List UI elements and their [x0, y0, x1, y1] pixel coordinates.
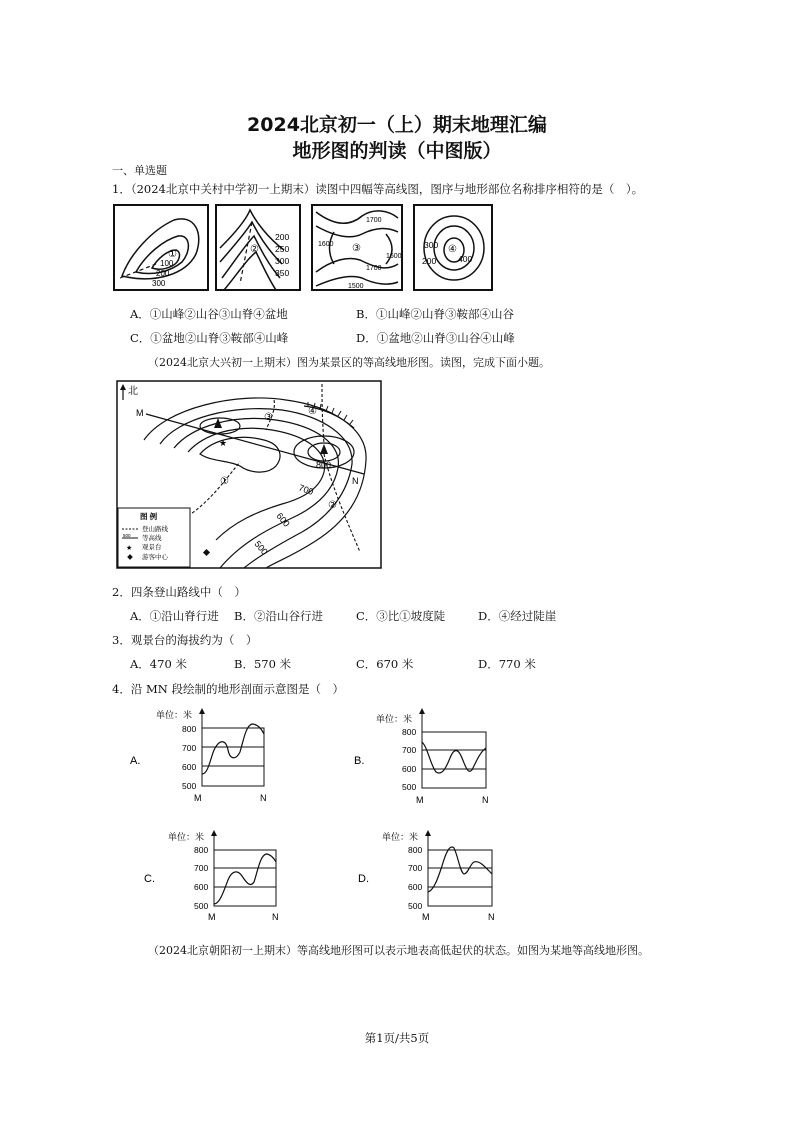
chart-d-unit: 单位：米	[382, 832, 419, 842]
q2-option-d[interactable]: D．④经过陡崖	[478, 609, 557, 623]
scenic-area-contour-map	[116, 380, 382, 570]
contour-map-4	[414, 205, 492, 290]
section-heading: 一、单选题	[112, 164, 167, 177]
q3-option-a[interactable]: A．470 米	[130, 657, 187, 671]
map-4-label-1: 300	[424, 240, 439, 250]
route-marker-3: ③	[264, 412, 273, 423]
chart-d-tick-700: 700	[408, 863, 423, 873]
contour-label-600: 600	[274, 510, 292, 529]
group-2-intro: （2024北京朝阳初一上期末）等高线地形图可以表示地表高低起伏的状态。如图为某地等高线地形图。	[148, 944, 649, 957]
group-1-intro: （2024北京大兴初一上期末）图为某景区的等高线地形图。读图，完成下面小题。	[148, 356, 550, 369]
chart-d-tick-500: 500	[408, 901, 423, 911]
chart-c-tick-500: 500	[194, 901, 209, 911]
legend-contour: 等高线	[142, 535, 162, 542]
question-1-text: 1．（2024北京中关村中学初一上期末）读图中四幅等高线图，图序与地形部位名称排序相符的是（ ）。	[112, 182, 644, 196]
legend-contour-sample: 500	[123, 533, 131, 538]
chart-b-tick-500: 500	[402, 782, 417, 792]
map-3-label-2: 1600	[318, 241, 334, 248]
chart-a-x-m: M	[194, 793, 202, 803]
chart-a-unit: 单位：米	[156, 710, 193, 720]
chart-c-tick-700: 700	[194, 863, 209, 873]
chart-d-label: D.	[358, 873, 369, 885]
q1-option-a[interactable]: A．①山峰②山谷③山脊④盆地	[130, 307, 288, 321]
chart-b-label: B.	[354, 755, 365, 767]
point-m-label: M	[136, 408, 144, 418]
profile-chart-c[interactable]	[144, 830, 279, 922]
q3-option-b[interactable]: B．570 米	[234, 657, 292, 671]
q2-option-c[interactable]: C．③比①坡度陡	[356, 609, 446, 623]
q1-option-b[interactable]: B．①山峰②山脊③鞍部④山谷	[356, 307, 514, 321]
page-subtitle: 地形图的判读（中图版）	[292, 140, 502, 162]
q3-option-c[interactable]: C．670 米	[356, 657, 414, 671]
chart-a-tick-800: 800	[182, 724, 197, 734]
route-marker-2: ②	[328, 500, 337, 511]
q1-option-c[interactable]: C．①盆地②山脊③鞍部④山峰	[130, 331, 289, 345]
map-legend	[118, 508, 190, 567]
map-3-label-1: 1700	[366, 217, 382, 224]
chart-c-label: C.	[144, 873, 155, 885]
q3-option-d[interactable]: D．770 米	[478, 657, 536, 671]
contour-label-700: 700	[297, 482, 315, 498]
map-3-label-4: 1600	[386, 253, 402, 260]
legend-star-icon: ★	[126, 545, 133, 552]
chart-c-x-m: M	[208, 912, 216, 922]
map-1-marker: ①	[168, 249, 177, 260]
map-1-label-3: 300	[152, 279, 166, 288]
contour-map-2	[216, 205, 300, 290]
legend-viewpoint: 观景台	[142, 544, 162, 551]
map-2-label-4: 350	[275, 268, 290, 278]
chart-b-x-n: N	[482, 795, 489, 805]
chart-a-tick-500: 500	[182, 781, 197, 791]
legend-visitor-center: 游客中心	[142, 554, 168, 561]
map-4-label-3: 200	[422, 256, 437, 266]
map-1-label-1: 100	[160, 259, 174, 268]
legend-route: 登山路线	[142, 526, 168, 533]
chart-a-x-n: N	[260, 793, 267, 803]
chart-c-unit: 单位：米	[168, 832, 205, 842]
chart-c-x-n: N	[272, 912, 279, 922]
question-2-text: 2．四条登山路线中（ ）	[112, 585, 246, 599]
contour-label-800: 800	[316, 460, 332, 470]
map-3-label-5: 1500	[348, 283, 364, 290]
map-2-marker: ②	[250, 244, 259, 255]
question-4-text: 4．沿 MN 段绘制的地形剖面示意图是（ ）	[112, 682, 344, 696]
profile-chart-d[interactable]	[358, 830, 495, 922]
profile-chart-a[interactable]	[130, 708, 267, 803]
chart-b-tick-600: 600	[402, 764, 417, 774]
chart-b-x-m: M	[416, 795, 424, 805]
question-1-contour-maps	[112, 202, 496, 294]
q1-option-d[interactable]: D．①盆地②山脊③山谷④山峰	[356, 331, 515, 345]
q2-option-b[interactable]: B．②沿山谷行进	[234, 609, 323, 623]
map-3-label-3: 1700	[366, 265, 382, 272]
map-4-marker: ④	[448, 244, 457, 255]
chart-c-tick-800: 800	[194, 845, 209, 855]
chart-a-tick-600: 600	[182, 762, 197, 772]
route-marker-4: ④	[308, 406, 317, 417]
q2-option-a[interactable]: A．①沿山脊行进	[130, 609, 219, 623]
legend-title: 图 例	[140, 512, 158, 521]
chart-b-unit: 单位：米	[376, 714, 413, 724]
contour-map-1	[114, 205, 208, 290]
point-n-label: N	[352, 476, 359, 486]
chart-d-x-n: N	[488, 912, 495, 922]
map-1-label-2: 200	[156, 269, 170, 278]
contour-label-500: 500	[252, 538, 270, 557]
chart-a-tick-700: 700	[182, 743, 197, 753]
chart-d-tick-800: 800	[408, 845, 423, 855]
viewing-platform-icon: ★	[219, 438, 228, 448]
chart-d-x-m: M	[422, 912, 430, 922]
map-2-label-1: 200	[275, 232, 290, 242]
question-3-text: 3．观景台的海拔约为（ ）	[112, 633, 258, 647]
page-footer: 第1页/共5页	[364, 1031, 430, 1045]
chart-b-tick-800: 800	[402, 727, 417, 737]
chart-c-tick-600: 600	[194, 882, 209, 892]
route-marker-1: ①	[220, 476, 229, 487]
map-2-label-3: 300	[275, 256, 290, 266]
profile-chart-b[interactable]	[354, 708, 489, 805]
north-label: 北	[128, 386, 138, 397]
map-3-marker: ③	[352, 243, 361, 254]
chart-b-tick-700: 700	[402, 745, 417, 755]
chart-a-label: A.	[130, 755, 141, 767]
profile-charts	[120, 704, 540, 924]
contour-map-3	[312, 205, 402, 290]
map-4-label-2: 400	[458, 254, 473, 264]
chart-d-tick-600: 600	[408, 882, 423, 892]
map-2-label-2: 250	[275, 244, 290, 254]
page-title: 2024北京初一（上）期末地理汇编	[247, 114, 547, 136]
